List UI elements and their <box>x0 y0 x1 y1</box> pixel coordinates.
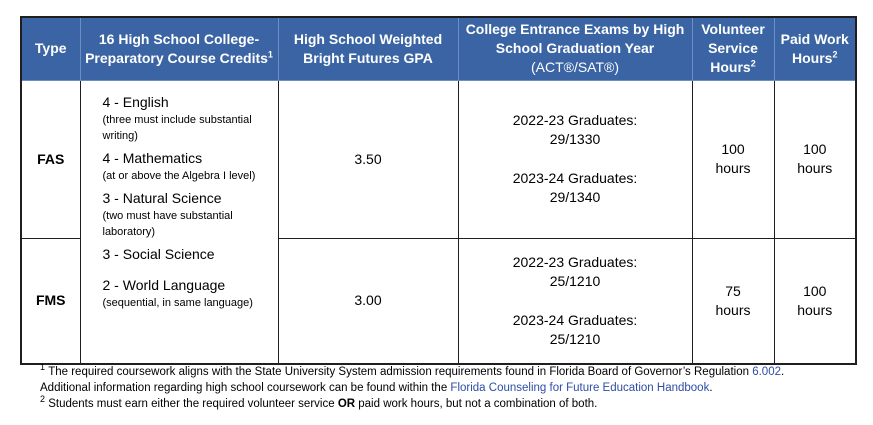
table-header-row <box>21 17 856 80</box>
footnote-1: $^1$ The required coursework aligns with the State University System admission requirements found in Florida Board of Governor’s Regulation 6.002. <box>40 362 785 378</box>
course-note: (two must have substantial laboratory) <box>102 209 233 238</box>
paid-hours-cell: 100 hours <box>774 238 856 364</box>
type-cell: FAS <box>21 80 80 238</box>
exam-score: 29/1330 <box>549 131 601 147</box>
exam-score: 25/1210 <box>549 272 601 289</box>
course-title: 3 - Natural Science <box>102 189 222 206</box>
footnotes <box>40 364 784 412</box>
header-exams-sub: (ACT®/SAT®) <box>530 59 620 76</box>
exam-label: 2022-23 Graduates: <box>512 253 638 270</box>
header-volunteer: Volunteer Service Hours$^2$ <box>692 17 774 80</box>
course-note: (at or above the Algebra I level) <box>102 169 256 182</box>
courses-cell <box>80 80 278 364</box>
header-courses: 16 High School College-Preparatory Course Credits$^1$ <box>80 17 278 80</box>
gpa-cell: 3.50 <box>278 80 458 238</box>
volunteer-hours-cell: 75 hours <box>692 238 774 364</box>
handbook-link[interactable]: Florida Counseling for Future Education Handbook <box>450 382 710 394</box>
table-row-fas <box>21 80 856 238</box>
gpa-cell: 3.00 <box>278 238 458 364</box>
bright-futures-requirements-table <box>20 16 857 365</box>
exam-label: 2023-24 Graduates: <box>512 311 638 328</box>
footnote-2: $^2$ Students must earn either the required volunteer service OR paid work hours, but not a combination of both. <box>40 394 598 410</box>
course-note: (sequential, in same language) <box>102 296 253 309</box>
exams-cell <box>458 238 692 364</box>
header-paid: Paid Work Hours$^2$ <box>774 17 856 80</box>
course-note: (three must include substantial writing) <box>102 113 252 142</box>
exam-score: 25/1210 <box>549 330 601 347</box>
exam-label: 2022-23 Graduates: <box>512 112 638 128</box>
regulation-link[interactable]: 6.002 <box>752 366 781 378</box>
course-title: 4 - Mathematics <box>102 149 203 166</box>
footnote-1-continued: Additional information regarding high school coursework can be found within the Florida Counseling for Future Education Handbook. <box>40 382 713 394</box>
header-type: Type <box>21 17 80 80</box>
course-title: 4 - English <box>102 93 169 110</box>
course-title: 3 - Social Science <box>102 245 215 262</box>
header-exams: College Entrance Exams by High School Graduation Year (ACT®/SAT®) <box>458 17 692 80</box>
requirements-table-container <box>20 16 857 365</box>
course-title: 2 - World Language <box>102 276 226 293</box>
header-gpa: High School Weighted Bright Futures GPA <box>278 17 458 80</box>
exam-label: 2023-24 Graduates: <box>512 170 638 186</box>
volunteer-hours-cell: 100 hours <box>692 80 774 238</box>
exam-score: 29/1340 <box>549 189 601 205</box>
paid-hours-cell: 100 hours <box>774 80 856 238</box>
exams-cell <box>458 80 692 238</box>
type-cell: FMS <box>21 238 80 364</box>
